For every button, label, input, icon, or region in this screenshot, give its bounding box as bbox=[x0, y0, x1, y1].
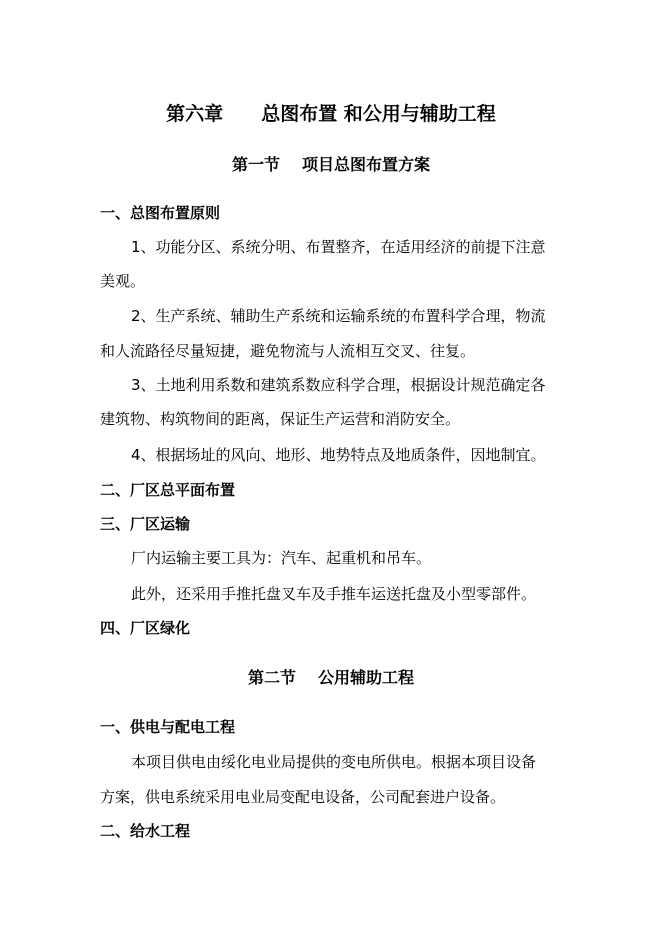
paragraph-line: 3、土地利用系数和建筑系数应科学合理，根据设计规范确定各 bbox=[131, 376, 546, 394]
paragraph-line: 厂内运输主要工具为：汽车、起重机和吊车。 bbox=[131, 549, 432, 567]
paragraph-line: 1、功能分区、系统分明、布置整齐，在适用经济的前提下注意 bbox=[131, 238, 546, 256]
section-heading-2 bbox=[0, 667, 662, 689]
paragraph-line: 和人流路径尽量短捷，避免物流与人流相互交叉、往复。 bbox=[100, 342, 476, 360]
paragraph-line: 建筑物、构筑物间的距离，保证生产运营和消防安全。 bbox=[100, 410, 461, 428]
chapter-title: 总图布置 和公用与辅助工程 bbox=[261, 103, 496, 125]
subheading-water-supply: 二、给水工程 bbox=[100, 822, 191, 840]
paragraph-line: 此外，还采用手推托盘叉车及手推车运送托盘及小型零部件。 bbox=[131, 585, 537, 603]
section-number: 第一节 bbox=[231, 155, 280, 174]
subheading-power-supply: 一、供电与配电工程 bbox=[100, 718, 236, 736]
paragraph-line: 方案，供电系统采用电业局变配电设备，公司配套进户设备。 bbox=[100, 788, 506, 806]
paragraph-line: 2、生产系统、辅助生产系统和运输系统的布置科学合理，物流 bbox=[131, 307, 546, 325]
paragraph-line: 本项目供电由绥化电业局提供的变电所供电。根据本项目设备 bbox=[131, 753, 537, 771]
paragraph-line: 4、根据场址的风向、地形、地势特点及地质条件，因地制宜。 bbox=[131, 446, 546, 464]
section-number: 第二节 bbox=[247, 668, 296, 687]
chapter-number: 第六章 bbox=[166, 103, 224, 125]
subheading-site-plan: 二、厂区总平面布置 bbox=[100, 481, 236, 499]
section-title: 项目总图布置方案 bbox=[302, 155, 431, 174]
subheading-greening: 四、厂区绿化 bbox=[100, 619, 191, 637]
section-heading-1 bbox=[0, 154, 662, 176]
chapter-heading bbox=[0, 101, 662, 127]
subheading-layout-principles: 一、总图布置原则 bbox=[100, 204, 221, 222]
section-title: 公用辅助工程 bbox=[318, 668, 415, 687]
subheading-transport: 三、厂区运输 bbox=[100, 515, 191, 533]
paragraph-line: 美观。 bbox=[100, 272, 146, 290]
